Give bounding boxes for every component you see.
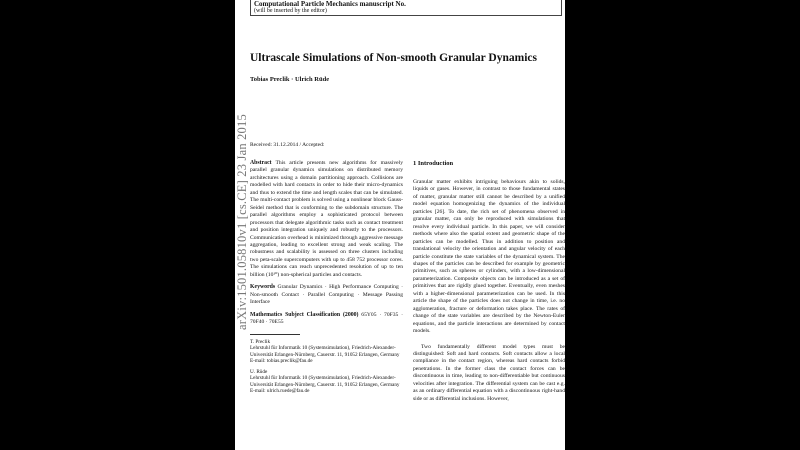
intro-paragraph-2: Two fundamentally different model types must be distinguished: Soft and hard contacts. Soft contacts allow a local compliance in the contact region, whereas hard contacts forbid penetrations. In the former class the contact forces can be discontinuous in time, leading to non-differentiable but continuous velocities after integration. The differential system can be cast e.g. as an ordinary differential equation with a discontinuous right-hand side or as differential inclusions. However, [413, 343, 565, 402]
affiliation-name: U. Rüde [250, 368, 268, 375]
intro-paragraph-1: Granular matter exhibits intriguing behaviours akin to solids, liquids or gases. However, in contrast to those fundamental states of matter, granular matter still cannot be described by a unified model equation homogenizing the dynamics of the individual particles [26]. To date, the rich set of phenomena observed in granular matter, can only be reproduced with simulations that resolve every individual particle. In this paper, we will consider methods where also the spatial extent and geometric shape of the particles can be modelled. Thus in addition to position and translational velocity the orientation and angular velocity of each particle constitute the state variables of the dynamical system. The shapes of the particles can be described for example by geometric primitives, such as spheres or cylinders, with a low-dimensional parameterization. Composite objects can be introduced as a set of primitives that are rigidly glued together. Eventually, even meshes with a higher-dimensional parameterization can be used. In this article the shape of the particles does not change in time, i.e. no agglomeration, fracture or deformation takes place. The rates of change of the state variables are described by the Newton-Euler equations, and the particle interactions are determined by contact models. [413, 179, 565, 335]
section-heading: 1 Introduction [413, 160, 454, 167]
affiliation-email: E-mail: tobias.preclik@fau.de [250, 358, 313, 365]
keywords-label: Keywords [250, 284, 276, 291]
keywords-text: Granular Dynamics · High Performance Computing · Non-smooth Contact · Parallel Computing · Message Passing Interface [250, 284, 403, 306]
abstract-label: Abstract [250, 160, 272, 166]
msc-text: 65Y05 · 70F35 · 70F40 · 70E55 [250, 311, 404, 326]
affiliation-ruede [250, 369, 403, 395]
affiliation-email: E-mail: ulrich.ruede@fau.de [250, 388, 310, 395]
paper-authors: Tobias Preclik · Ulrich Rüde [250, 76, 330, 83]
affiliation-address: Lehrstuhl für Informatik 10 (Systemsimulation), Friedrich-Alexander-Universität Erlangen-Nürnberg, Cauerstr. 11, 91052 Erlangen, Germany [250, 375, 400, 388]
abstract [250, 160, 403, 279]
affiliation-address: Lehrstuhl für Informatik 10 (Systemsimulation), Friedrich-Alexander-Universität Erlangen-Nürnberg, Cauerstr. 11, 91052 Erlangen, Germany [250, 345, 400, 358]
affiliation-preclik [250, 339, 403, 365]
pdf-page [235, 0, 565, 450]
footnote-divider [250, 334, 300, 335]
msc-classification [250, 312, 403, 327]
journal-header-box [250, 0, 562, 16]
abstract-text: This article presents new algorithms for massively parallel granular dynamics simulations on distributed memory architectures using a domain partitioning approach. Collisions are modelled with hard contacts in order to hide their micro-dynamics and thus to extend the time and length scales that can be simulated. The multi-contact problem is solved using a nonlinear block Gauss-Seidel method that is conforming to the subdomain structure. The parallel algorithms employ a sophisticated protocol between processors that delegate algorithmic tasks such as contact treatment and position integration uniquely and robustly to the processors. Communication overhead is minimized through aggressive message aggregation, leading to excellent strong and weak scaling. The robustness and scalability is assessed on three clusters including two peta-scale supercomputers with up to 458 752 processor cores. The simulations can reach unprecedented resolution of up to ten billion (10¹⁰) non-spherical particles and contacts. [250, 160, 404, 278]
affiliation-name: T. Preclik [250, 338, 271, 345]
received-date: Received: 31.12.2014 / Accepted: [250, 142, 325, 148]
keywords [250, 284, 403, 306]
arxiv-identifier-stamp: arXiv:1501.05810v1 [cs.CE] 23 Jan 2015 [235, 114, 249, 330]
journal-name: Computational Particle Mechanics manuscript No. [254, 0, 406, 8]
msc-label: Mathematics Subject Classification (2000) [250, 311, 359, 318]
left-column [250, 160, 403, 399]
paper-title: Ultrascale Simulations of Non-smooth Granular Dynamics [250, 52, 537, 64]
right-column [413, 160, 565, 403]
editor-note: (will be inserted by the editor) [254, 8, 327, 14]
